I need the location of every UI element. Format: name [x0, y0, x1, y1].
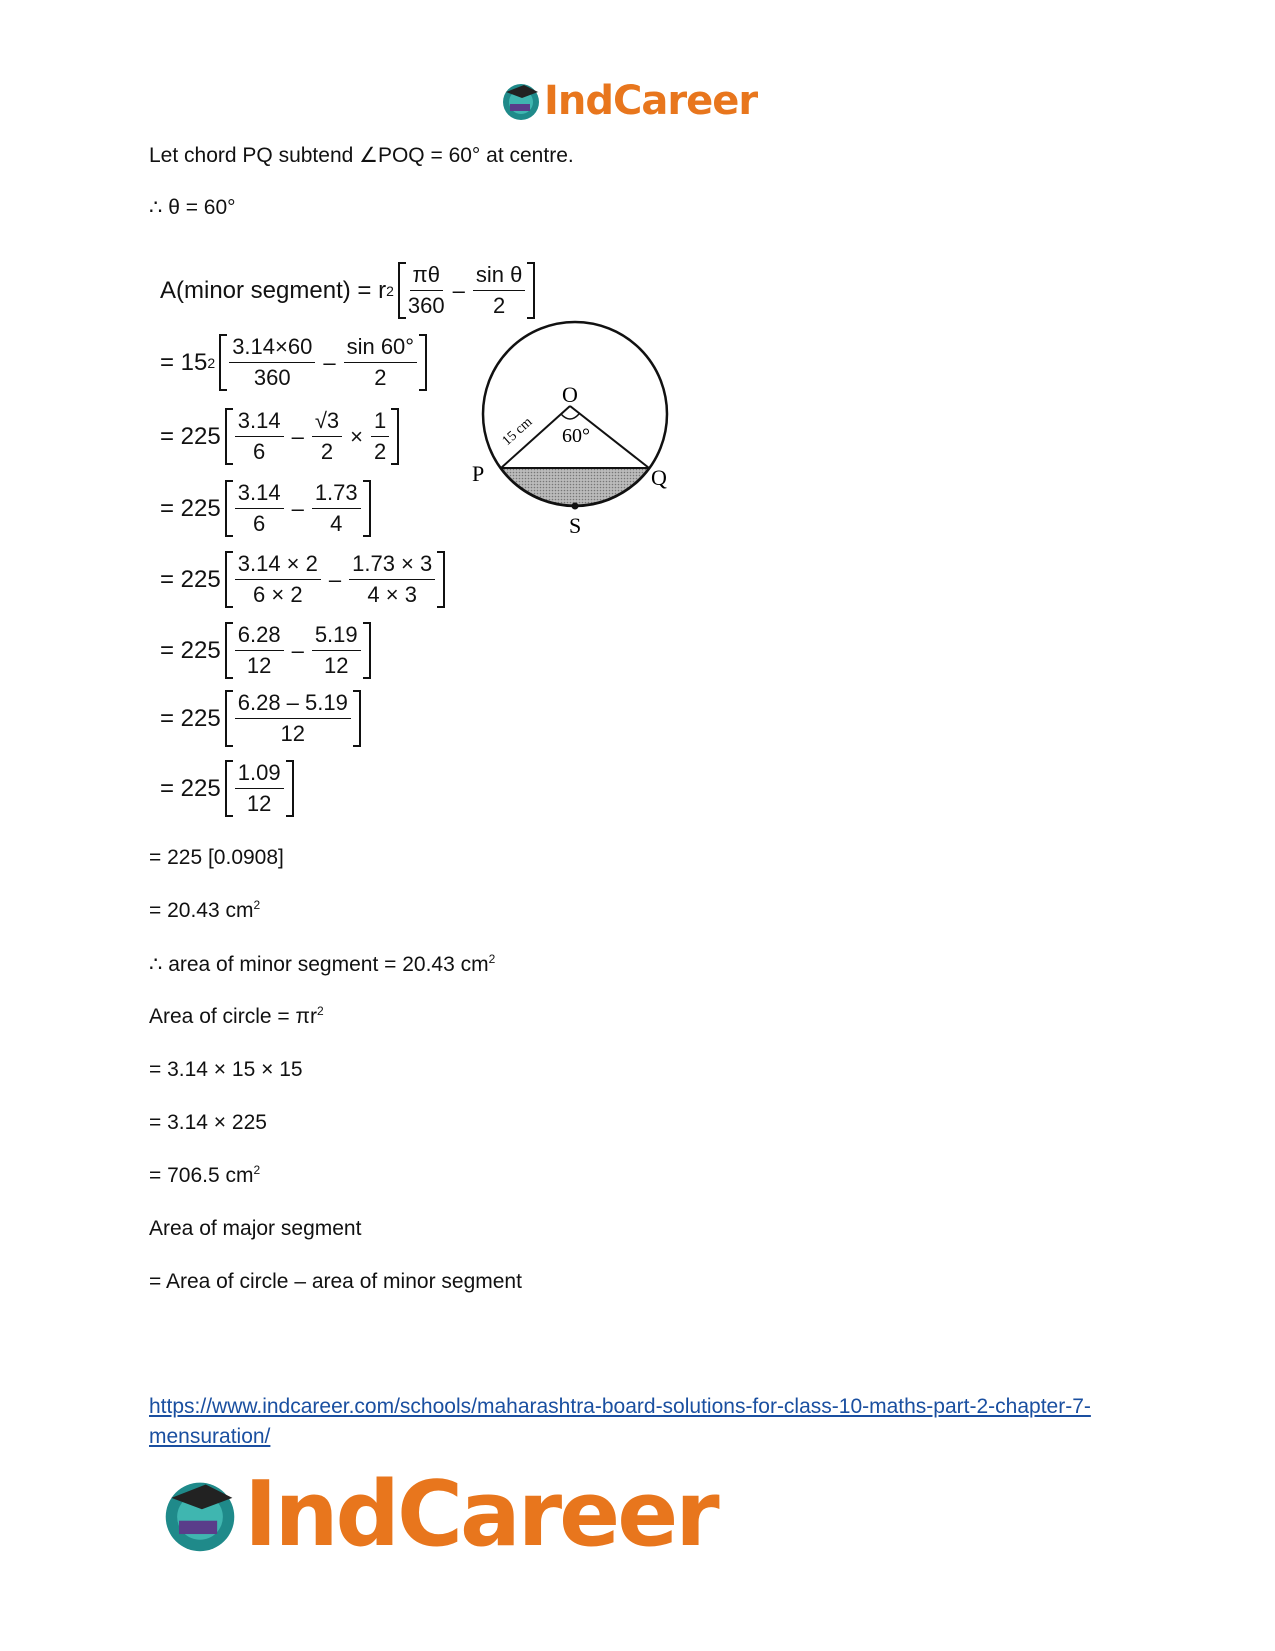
intro-line-2: ∴ θ = 60°: [149, 196, 236, 219]
derivation-row-8: = 225 $\frac{1.09}{12}$: [160, 760, 298, 817]
step-9: = Area of circle – area of minor segment: [149, 1270, 522, 1293]
label-S: S: [569, 513, 582, 538]
step-6: = 3.14 × 225: [149, 1111, 267, 1134]
radius-label: 15 cm: [499, 414, 536, 449]
step-7: = 706.5 $cm^2$: [149, 1163, 261, 1187]
label-Q: Q: [651, 465, 667, 490]
step-5: = 3.14 × 15 × 15: [149, 1058, 303, 1081]
derivation-row-6: = 225 $\frac{6.28}{12}$ – $\frac{5.19}{12}$: [160, 622, 375, 679]
derivation-row-3: = 225 $\frac{3.14}{6}$ – $\frac{√3}{2}$ × $\frac{1}{2}$: [160, 408, 403, 465]
indcareer-logo-top: [500, 78, 757, 124]
step-8: Area of major segment: [149, 1217, 362, 1240]
angle-label: 60°: [562, 425, 590, 447]
step-4: Area of circle = $\pi r^2$: [149, 1004, 324, 1028]
derivation-row-5: = 225 $\frac{3.14 \times 2}{6 \times 2}$ – $\frac{1.73 \times 3}{4 \times 3}$: [160, 551, 449, 608]
step-1: = 225 [0.0908]: [149, 846, 284, 869]
derivation-row-7: = 225 $\frac{6.28 - 5.19}{12}$: [160, 690, 365, 747]
logo-wordmark: IndCareer: [244, 1462, 717, 1567]
indcareer-logo-bottom: [160, 1462, 717, 1567]
angle-arc: [561, 414, 579, 419]
step-3: ∴ area of minor segment = 20.43 $cm^2$: [149, 952, 496, 976]
derivation-row-2: = 15 2 $\frac{3.14\times 60}{360}$ – $\frac{\sin 60^\circ}{2}$: [160, 334, 431, 391]
step-2: = 20.43 $cm^2$: [149, 898, 261, 922]
derivation-row-1: A(minor segment) = r 2 $\frac{\pi\theta}{360}$ – $\frac{\text{sin θ}}{2}$: [160, 262, 539, 319]
point-S: [572, 503, 579, 510]
circle-segment-figure: [470, 318, 680, 548]
minor-segment-shaded: [501, 468, 649, 505]
label-P: P: [472, 461, 485, 486]
label-O: O: [562, 382, 578, 407]
graduation-globe-icon: [500, 80, 542, 122]
graduation-globe-icon: [160, 1475, 240, 1555]
source-link[interactable]: https://www.indcareer.com/schools/maharashtra-board-solutions-for-class-10-maths-part-2-chapter-7-mensuration/: [149, 1395, 1091, 1448]
derivation-row-4: = 225 $\frac{3.14}{6}$ – $\frac{1.73}{4}$: [160, 480, 375, 537]
intro-line-1: Let chord PQ subtend ∠POQ = 60° at centre.: [149, 144, 574, 167]
logo-wordmark: IndCareer: [544, 78, 758, 124]
